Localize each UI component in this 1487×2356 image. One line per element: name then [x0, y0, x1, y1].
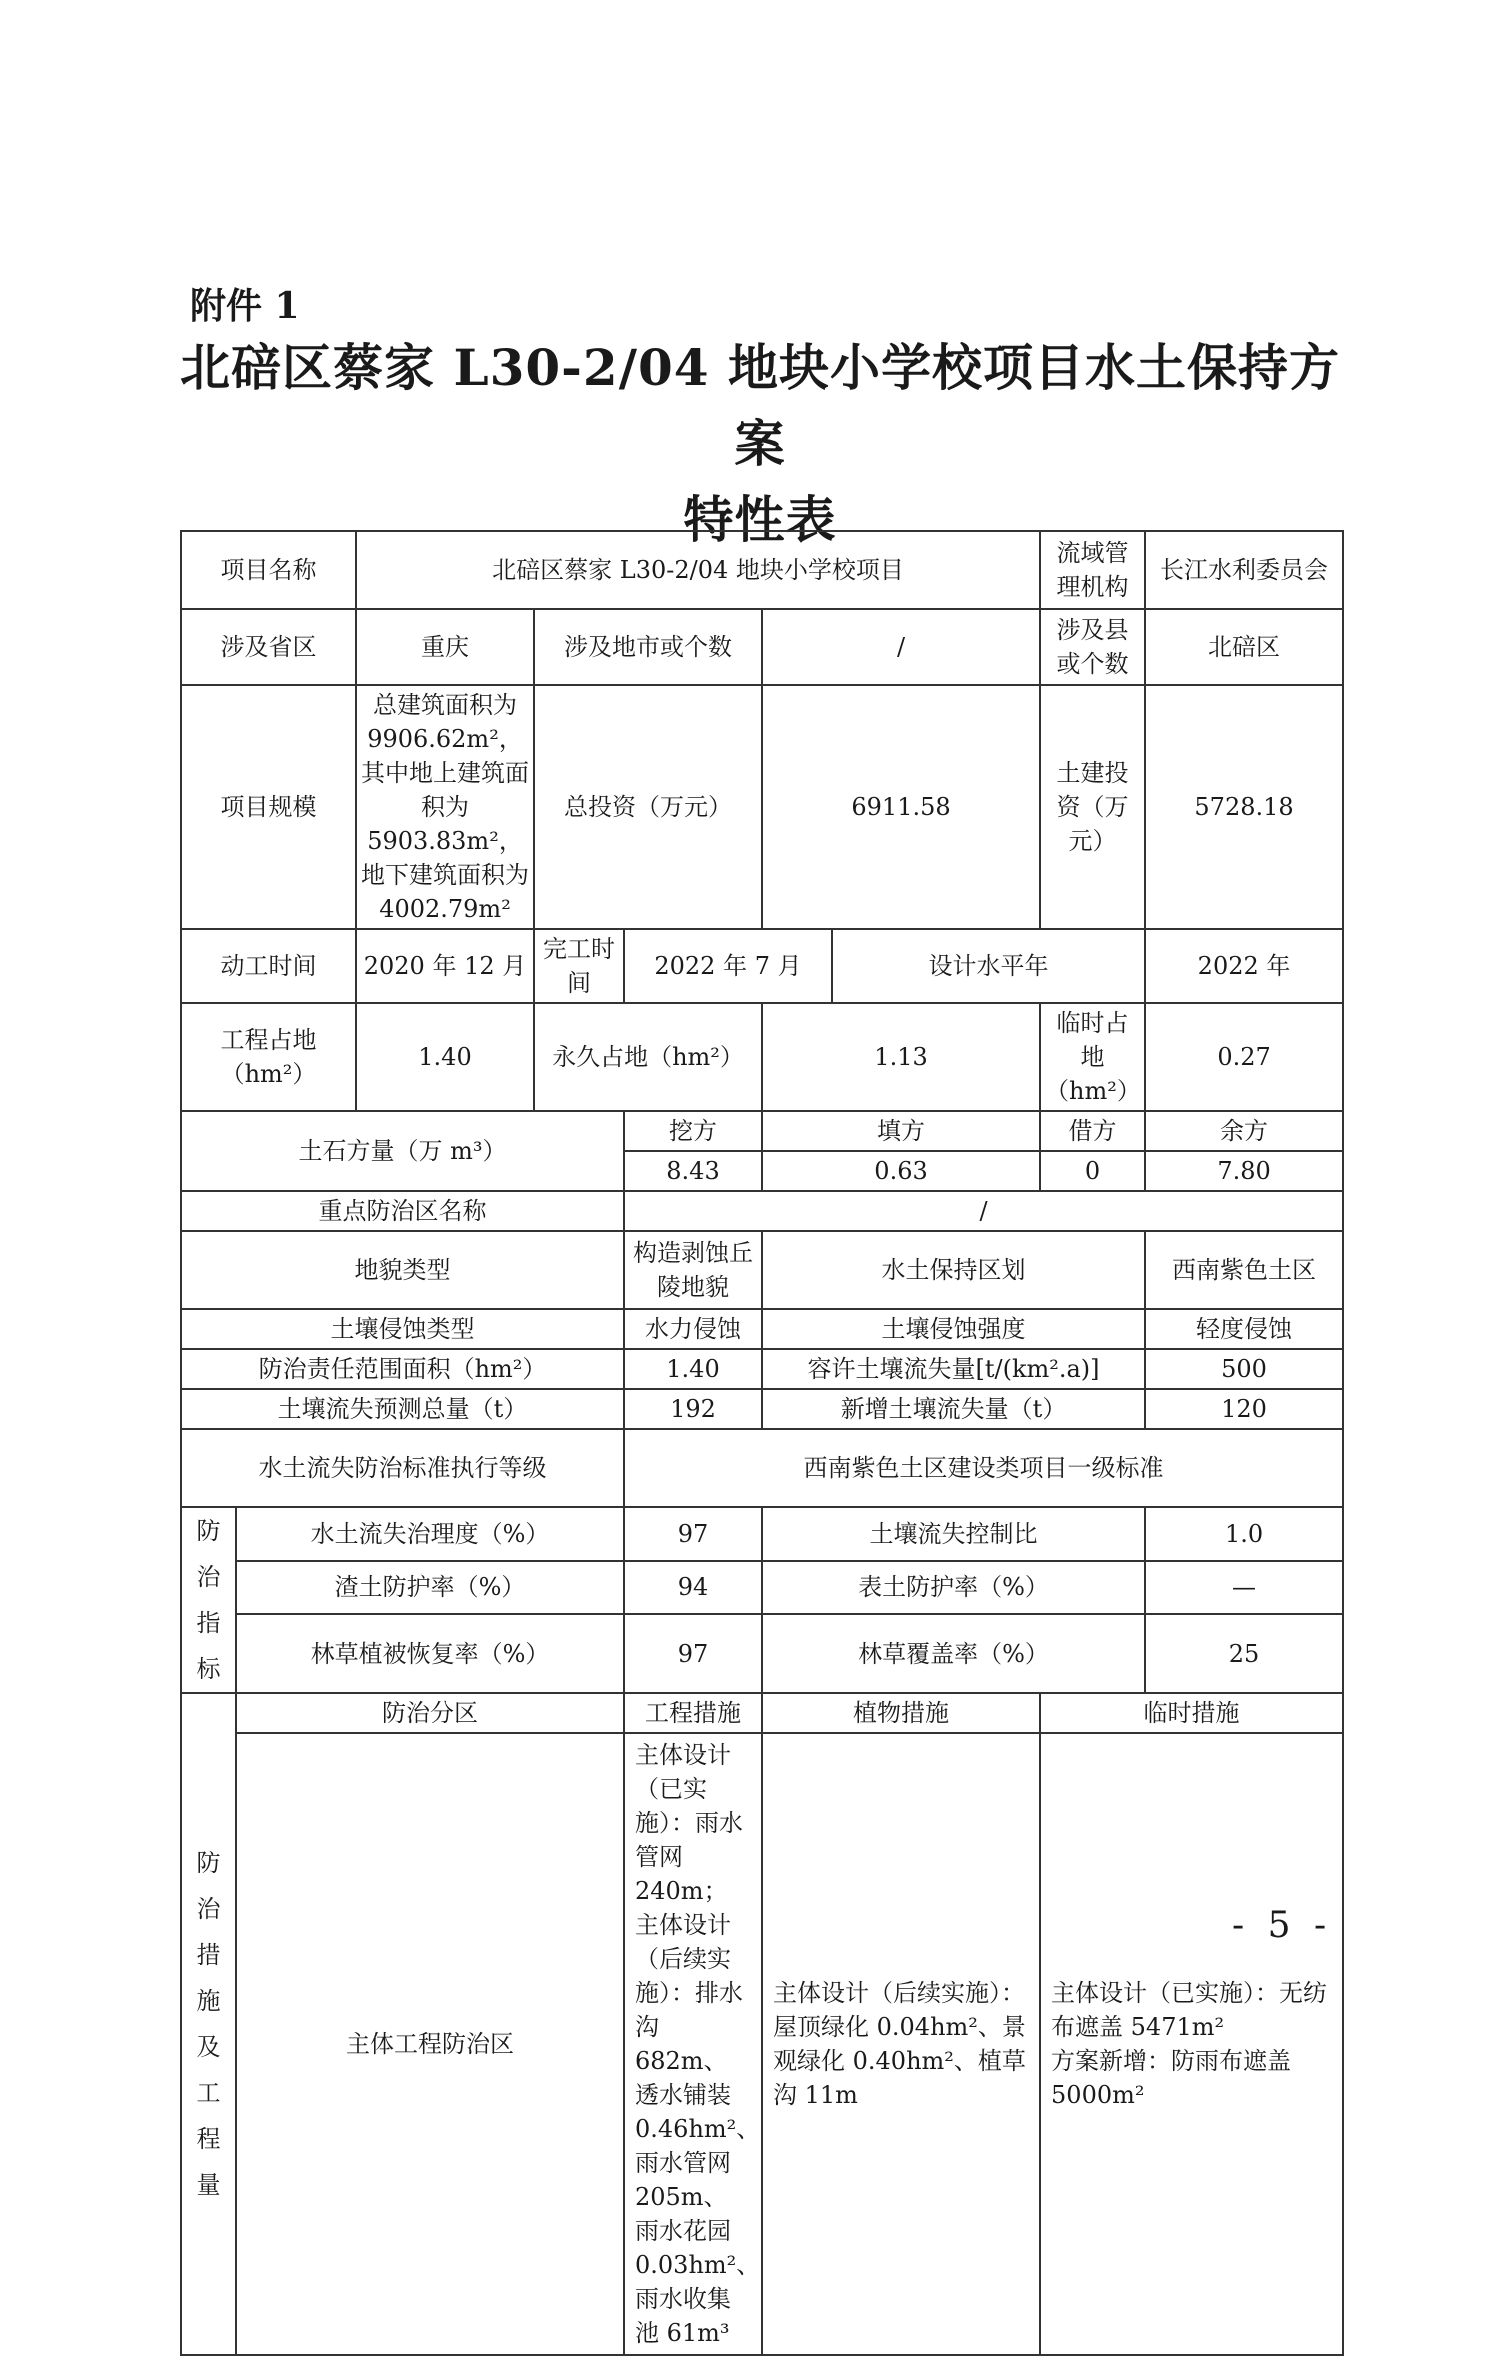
label-target-spoil-protection: 渣土防护率（%）: [236, 1561, 624, 1615]
label-landform: 地貌类型: [181, 1231, 624, 1309]
label-earthwork: 土石方量（万 m³）: [181, 1111, 624, 1191]
value-new-loss: 120: [1145, 1389, 1343, 1429]
head-fill: 填方: [762, 1111, 1040, 1151]
value-borrow: 0: [1040, 1151, 1145, 1191]
head-engineering: 工程措施: [624, 1693, 762, 1733]
head-vegetation: 植物措施: [762, 1693, 1040, 1733]
value-landform: 构造剥蚀丘陵地貌: [624, 1231, 762, 1309]
label-project-scale: 项目规模: [181, 685, 356, 929]
label-end-time: 完工时间: [534, 929, 624, 1003]
value-zone-main: 主体工程防治区: [236, 1733, 624, 2355]
value-cut: 8.43: [624, 1151, 762, 1191]
row-landform: [181, 1231, 1343, 1309]
label-total-investment: 总投资（万元）: [534, 685, 762, 929]
value-soil-zoning: 西南紫色土区: [1145, 1231, 1343, 1309]
label-standard-grade: 水土流失防治标准执行等级: [181, 1429, 624, 1507]
value-key-zone: /: [624, 1191, 1343, 1231]
value-start-time: 2020 年 12 月: [356, 929, 534, 1003]
label-target-topsoil-protection: 表土防护率（%）: [762, 1561, 1145, 1615]
row-measures-head: [181, 1693, 1343, 1733]
label-land-total: 工程占地（hm²）: [181, 1003, 356, 1111]
label-civil-investment: 土建投资（万元）: [1040, 685, 1145, 929]
label-key-zone: 重点防治区名称: [181, 1191, 624, 1231]
value-engineering-measures: 主体设计（已实施）：雨水管网 240m；主体设计（后续实施）：排水沟 682m、透水铺装 0.46hm²、雨水管网 205m、雨水花园 0.03hm²、雨水收集池 61m³: [624, 1733, 762, 2355]
value-standard-grade: 西南紫色土区建设类项目一级标准: [624, 1429, 1343, 1507]
value-temporary-measures: 主体设计（已实施）：无纺布遮盖 5471m² 方案新增：防雨布遮盖 5000m²: [1040, 1733, 1343, 2355]
row-project-name: [181, 531, 1343, 609]
label-design-year: 设计水平年: [832, 929, 1145, 1003]
row-standard-grade: [181, 1429, 1343, 1507]
value-counties: 北碚区: [1145, 609, 1343, 685]
label-start-time: 动工时间: [181, 929, 356, 1003]
head-cut: 挖方: [624, 1111, 762, 1151]
label-target-control-degree: 水土流失治理度（%）: [236, 1507, 624, 1561]
row-responsibility: [181, 1349, 1343, 1389]
value-target-control-degree: 97: [624, 1507, 762, 1561]
head-temporary: 临时措施: [1040, 1693, 1343, 1733]
value-total-investment: 6911.58: [762, 685, 1040, 929]
label-erosion-intensity: 土壤侵蚀强度: [762, 1309, 1145, 1349]
value-target-spoil-protection: 94: [624, 1561, 762, 1615]
row-predicted-loss: [181, 1389, 1343, 1429]
head-borrow: 借方: [1040, 1111, 1145, 1151]
attachment-label: 附件 1: [190, 285, 300, 327]
value-land-temporary: 0.27: [1145, 1003, 1343, 1111]
label-responsibility-area: 防治责任范围面积（hm²）: [181, 1349, 624, 1389]
label-land-permanent: 永久占地（hm²）: [534, 1003, 762, 1111]
label-targets-group: 防治指标: [181, 1507, 236, 1693]
value-target-vegetation-recovery: 97: [624, 1614, 762, 1693]
title-line-1: 北碚区蔡家 L30-2/04 地块小学校项目水土保持方案: [180, 338, 1340, 473]
value-fill: 0.63: [762, 1151, 1040, 1191]
label-predicted-loss: 土壤流失预测总量（t）: [181, 1389, 624, 1429]
page-number: - 5 -: [1232, 1905, 1333, 1946]
value-surplus: 7.80: [1145, 1151, 1343, 1191]
label-new-loss: 新增土壤流失量（t）: [762, 1389, 1145, 1429]
row-erosion-type: [181, 1309, 1343, 1349]
value-project-scale: 总建筑面积为 9906.62m²，其中地上建筑面积为 5903.83m²，地下建筑面积为 4002.79m²: [356, 685, 534, 929]
value-target-vegetation-cover: 25: [1145, 1614, 1343, 1693]
row-target-1: [181, 1507, 1343, 1561]
row-earthwork-head: [181, 1111, 1343, 1151]
label-counties: 涉及县或个数: [1040, 609, 1145, 685]
label-province: 涉及省区: [181, 609, 356, 685]
value-cities: /: [762, 609, 1040, 685]
label-land-temporary: 临时占地（hm²）: [1040, 1003, 1145, 1111]
label-basin-authority: 流域管理机构: [1040, 531, 1145, 609]
label-project-name: 项目名称: [181, 531, 356, 609]
title-line-2: 特性表: [683, 490, 837, 549]
value-land-permanent: 1.13: [762, 1003, 1040, 1111]
document-title: [175, 330, 1345, 558]
row-regions: [181, 609, 1343, 685]
value-target-topsoil-protection: —: [1145, 1561, 1343, 1615]
row-land-use: [181, 1003, 1343, 1111]
row-target-3: [181, 1614, 1343, 1693]
label-soil-zoning: 水土保持区划: [762, 1231, 1145, 1309]
row-key-zone: [181, 1191, 1343, 1231]
row-project-scale: [181, 685, 1343, 929]
label-target-vegetation-recovery: 林草植被恢复率（%）: [236, 1614, 624, 1693]
label-target-vegetation-cover: 林草覆盖率（%）: [762, 1614, 1145, 1693]
value-land-total: 1.40: [356, 1003, 534, 1111]
value-design-year: 2022 年: [1145, 929, 1343, 1003]
label-cities: 涉及地市或个数: [534, 609, 762, 685]
value-erosion-type: 水力侵蚀: [624, 1309, 762, 1349]
value-civil-investment: 5728.18: [1145, 685, 1343, 929]
value-target-loss-ratio: 1.0: [1145, 1507, 1343, 1561]
value-responsibility-area: 1.40: [624, 1349, 762, 1389]
value-project-name: 北碚区蔡家 L30-2/04 地块小学校项目: [356, 531, 1040, 609]
label-target-loss-ratio: 土壤流失控制比: [762, 1507, 1145, 1561]
value-province: 重庆: [356, 609, 534, 685]
value-vegetation-measures: 主体设计（后续实施）：屋顶绿化 0.04hm²、景观绿化 0.40hm²、植草沟 11m: [762, 1733, 1040, 2355]
row-target-2: [181, 1561, 1343, 1615]
head-zone: 防治分区: [236, 1693, 624, 1733]
row-schedule: [181, 929, 1343, 1003]
label-erosion-type: 土壤侵蚀类型: [181, 1309, 624, 1349]
value-predicted-loss: 192: [624, 1389, 762, 1429]
value-allowable-loss: 500: [1145, 1349, 1343, 1389]
label-allowable-loss: 容许土壤流失量[t/(km².a)]: [762, 1349, 1145, 1389]
value-basin-authority: 长江水利委员会: [1145, 531, 1343, 609]
characteristics-table: [180, 530, 1344, 2356]
head-surplus: 余方: [1145, 1111, 1343, 1151]
value-erosion-intensity: 轻度侵蚀: [1145, 1309, 1343, 1349]
value-end-time: 2022 年 7 月: [624, 929, 832, 1003]
row-measures-main: [181, 1733, 1343, 2355]
label-measures-group: 防治措施及工程量: [181, 1693, 236, 2355]
